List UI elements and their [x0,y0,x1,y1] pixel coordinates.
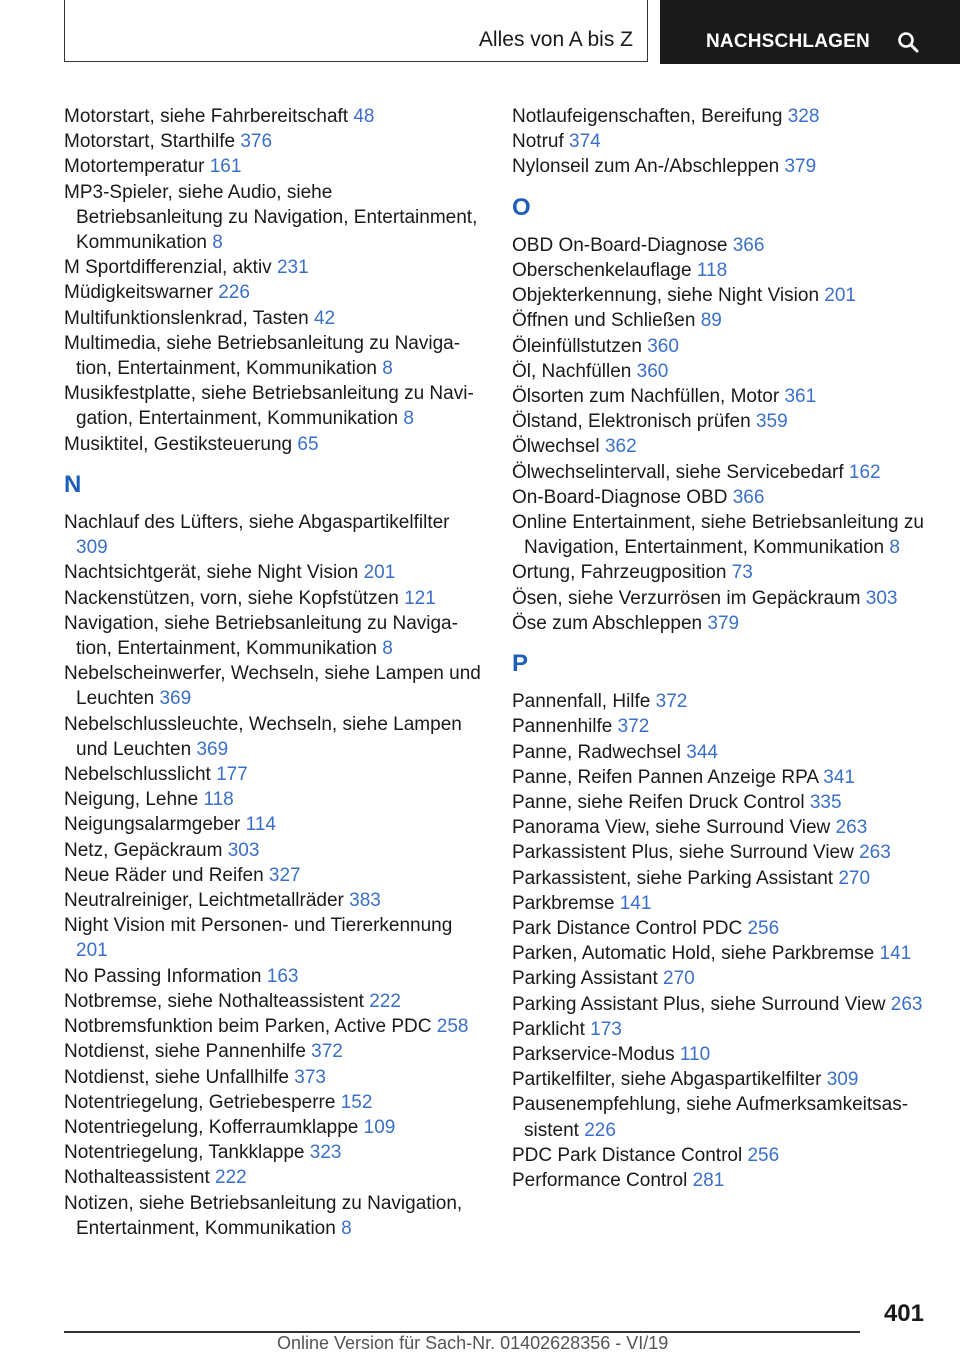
index-entry [64,1065,484,1090]
index-entry [64,104,484,129]
entry-text: Parkbremse [512,892,615,914]
index-entry [512,840,932,865]
entry-text: Motorstart, Starthilfe [64,131,236,153]
index-entry [512,233,932,258]
entry-text: No Passing Information [64,965,262,987]
page-link[interactable]: 263 [835,817,868,839]
entry-text: Panorama View, siehe Surround View [512,817,831,839]
page-link[interactable]: 8 [403,408,414,430]
entry-text: MP3-Spieler, siehe Audio, siehe Betriebsanleitung zu Navigation, Entertainment, Kommunikation [64,181,478,254]
page-link[interactable]: 109 [363,1116,396,1138]
entry-text: Notizen, siehe Betriebsanleitung zu Navigation, Entertainment, Kommunikation [64,1192,463,1239]
entry-text: Oberschenkelauflage [512,260,692,281]
entry-text: Parkassistent Plus, siehe Surround View [512,842,854,864]
entry-text: Neue Räder und Reifen [64,864,264,886]
page-link[interactable]: 359 [755,411,788,433]
entry-text: Notdienst, siehe Pannenhilfe [64,1041,306,1063]
entry-text: M Sportdifferenzial, aktiv [64,257,272,279]
page-link[interactable]: 201 [76,940,108,962]
index-entry [512,409,932,434]
page-link[interactable]: 303 [227,839,260,861]
index-entry [512,1017,932,1042]
page-link[interactable]: 141 [619,892,652,914]
page-link[interactable]: 327 [268,864,301,886]
entry-text: Parklicht [512,1018,585,1040]
index-entry [64,888,484,913]
entry-text: Panne, Radwechsel [512,741,681,763]
entry-text: Multimedia, siehe Betriebsanleitung zu Navigation, Entertainment, Kommunikation [64,332,461,380]
index-entry [512,1067,932,1092]
entry-text: Ölsorten zum Nachfüllen, Motor [512,386,780,408]
page-link[interactable]: 344 [686,741,718,763]
entry-text: On-Board-Diagnose OBD [512,486,728,508]
index-entry [64,1115,484,1140]
index-entry [64,129,484,154]
index-entry [64,586,484,611]
index-entry [64,1191,484,1241]
index-column-right [512,104,932,1193]
page-link[interactable]: 231 [276,257,309,279]
tab-nachschlagen[interactable] [660,0,960,64]
entry-text: Notdienst, siehe Unfallhilfe [64,1066,289,1088]
page-link[interactable]: 226 [584,1119,616,1141]
page-link[interactable]: 152 [340,1091,373,1113]
page-link[interactable]: 222 [369,990,401,1012]
entry-text: Ösen, siehe Verzurrösen im Gepäckraum [512,587,861,609]
index-entry [64,180,484,256]
index-entry [64,432,484,457]
page-link[interactable]: 362 [604,436,637,458]
entry-text: Müdigkeitswarner [64,282,213,304]
index-entry [512,384,932,409]
index-entry [512,154,932,179]
entry-text: Öleinfüllstutzen [512,335,642,357]
entry-text: PDC Park Distance Control [512,1144,743,1166]
tab-label: NACHSCHLAGEN [706,31,870,52]
entry-text: Pausenempfehlung, siehe Aufmerksamkeitsassistent [512,1094,909,1141]
page-link[interactable]: 373 [294,1066,326,1088]
section-title-box [64,0,648,62]
index-entry [64,1140,484,1165]
entry-text: Neutralreiniger, Leichtmetallräder [64,890,344,912]
index-entry [512,586,932,611]
entry-text: Nothalteassistent [64,1167,210,1189]
entry-text: Notlaufeigenschaften, Bereifung [512,106,783,127]
page-link[interactable]: 366 [732,234,765,256]
entry-text: Parkassistent, siehe Parking Assistant [512,867,834,889]
page-link[interactable]: 201 [824,285,856,307]
page-link[interactable]: 281 [692,1170,725,1192]
page-link[interactable]: 374 [569,131,601,153]
index-entry [512,815,932,840]
index-entry [64,331,484,381]
index-entry [512,891,932,916]
page-link[interactable]: 372 [655,691,688,713]
page-link[interactable]: 114 [245,814,276,836]
page-link[interactable]: 303 [865,587,898,609]
page-link[interactable]: 270 [663,968,695,990]
index-entry [64,913,484,963]
page-link[interactable]: 328 [787,106,820,127]
entry-text: Online Entertainment, siehe Betriebsanleitung zu Navigation, Entertainment, Kommunikation [512,512,924,559]
page-link[interactable]: 258 [436,1016,469,1038]
section-title: Alles von A bis Z [478,28,633,51]
page-number: 401 [883,1300,924,1327]
page-link[interactable]: 48 [353,106,375,127]
entry-text: Parken, Automatic Hold, siehe Parkbremse [512,943,875,965]
index-entry [512,308,932,333]
entry-text: Motorstart, siehe Fahrbereitschaft [64,106,349,127]
entry-text: Nebelscheinwerfer, Wechseln, siehe Lampen und Leuchten [64,663,481,710]
entry-text: Nachlauf des Lüfters, siehe Abgaspartikelfilter [64,512,450,534]
page-link[interactable]: 323 [309,1142,342,1164]
entry-text: Neigung, Lehne [64,789,199,811]
index-entry [512,765,932,790]
index-entry [512,434,932,459]
page-link[interactable]: 8 [889,537,900,559]
page-link[interactable]: 65 [297,433,319,455]
page-link[interactable]: 372 [311,1041,343,1063]
index-entry [512,510,932,560]
index-entry [512,866,932,891]
index-entry [64,560,484,585]
page-link[interactable]: 361 [784,386,817,408]
index-entry [64,838,484,863]
index-entry [64,1039,484,1064]
entry-text: Ölwechsel [512,436,600,458]
entry-text: Nachtsichtgerät, siehe Night Vision [64,562,359,584]
page-link[interactable]: 222 [215,1167,247,1189]
index-entry [64,1165,484,1190]
page-link[interactable]: 141 [879,943,912,965]
index-entry [64,989,484,1014]
index-entry [512,460,932,485]
index-entry [64,787,484,812]
index-entry [512,1143,932,1168]
index-entry [64,280,484,305]
index-column-left [64,104,484,1241]
page-link[interactable]: 383 [349,890,381,912]
entry-text: OBD On-Board-Diagnose [512,234,728,256]
page-link[interactable]: 369 [196,738,229,760]
page-link[interactable]: 360 [636,360,669,382]
entry-text: Netz, Gepäckraum [64,839,223,861]
index-entry [512,611,932,636]
page-link[interactable]: 177 [216,764,248,786]
entry-text: Nebelschlussleuchte, Wechseln, siehe Lampen und Leuchten [64,713,462,760]
page-link[interactable]: 256 [747,1144,780,1166]
page-link[interactable]: 309 [826,1069,859,1091]
page-link[interactable]: 118 [203,789,234,811]
entry-text: Pannenfall, Hilfe [512,691,651,713]
index-entry [512,258,932,283]
index-entry [512,359,932,384]
index-entry [512,714,932,739]
page-link[interactable]: 226 [218,282,250,304]
entry-text: Partikelfilter, siehe Abgaspartikelfilter [512,1069,822,1091]
index-entry [512,740,932,765]
entry-text: Neigungsalarmgeber [64,814,241,836]
page-link[interactable]: 366 [732,486,765,508]
index-entry [512,1168,932,1193]
page-header [0,0,960,66]
entry-text: Parking Assistant [512,968,658,990]
page-link[interactable]: 369 [159,688,192,710]
index-entry [64,1014,484,1039]
page-link[interactable]: 263 [890,993,923,1015]
page-link[interactable]: 8 [212,232,223,254]
page-link[interactable]: 42 [313,307,336,329]
index-entry [512,689,932,714]
entry-text: Navigation, siehe Betriebsanleitung zu Navigation, Entertainment, Kommunikation [64,612,458,660]
entry-text: Multifunktionslenkrad, Tasten [64,307,309,329]
index-entry [64,306,484,331]
entry-text: Parking Assistant Plus, siehe Surround View [512,993,886,1015]
entry-text: Panne, Reifen Pannen Anzeige RPA [512,766,818,788]
entry-text: Notbremsfunktion beim Parken, Active PDC [64,1016,432,1038]
page-link[interactable]: 379 [784,156,817,178]
entry-text: Notruf [512,131,564,153]
page-link[interactable]: 8 [341,1217,352,1239]
page-link[interactable]: 89 [700,310,722,332]
index-entry [512,283,932,308]
entry-text: Nebelschlusslicht [64,764,211,786]
entry-text: Panne, siehe Reifen Druck Control [512,792,805,814]
page-link[interactable]: 270 [838,867,871,889]
index-entry [64,154,484,179]
entry-text: Ortung, Fahrzeugposition [512,562,727,584]
entry-text: Notentriegelung, Kofferraumklappe [64,1116,359,1138]
page-link[interactable]: 201 [363,562,396,584]
page-link[interactable]: 118 [696,260,728,281]
page-link[interactable]: 8 [382,358,393,380]
index-entry [512,992,932,1017]
entry-text: Nylonseil zum An-/Abschleppen [512,156,780,178]
page-link[interactable]: 73 [731,562,753,584]
page-link[interactable]: 173 [590,1018,622,1040]
index-entry [64,1090,484,1115]
index-entry [64,510,484,560]
index-entry [64,611,484,661]
entry-text: Ölstand, Elektronisch prüfen [512,411,751,433]
entry-text: Motortemperatur [64,156,205,178]
index-entry [64,964,484,989]
letter-heading: N [64,470,82,498]
entry-text: Musikfestplatte, siehe Betriebsanleitung zu Navigation, Entertainment, Kommunikation [64,383,474,430]
entry-text: Öl, Nachfüllen [512,360,632,382]
index-entry [512,104,932,129]
entry-text: Notbremse, siehe Nothalteassistent [64,990,364,1012]
index-entry [512,1092,932,1142]
entry-text: Musiktitel, Gestiksteuerung [64,433,293,455]
index-entry [512,790,932,815]
index-entry [64,712,484,762]
online-version-note: Online Version für Sach-Nr. 01402628356 - VI/19 [277,1333,669,1353]
index-entry [512,941,932,966]
index-entry [512,485,932,510]
index-entry [64,812,484,837]
entry-text: Parkservice-Modus [512,1044,675,1066]
page-link[interactable]: 110 [679,1044,711,1066]
index-entry [64,255,484,280]
page-link[interactable]: 263 [859,842,891,864]
page-link[interactable]: 372 [617,716,650,738]
index-entry [512,916,932,941]
index-entry [512,334,932,359]
entry-text: Pannenhilfe [512,716,613,738]
entry-text: Ölwechselintervall, siehe Servicebedarf [512,461,844,483]
page-link[interactable]: 162 [848,461,881,483]
index-entry [512,966,932,991]
entry-text: Notentriegelung, Getriebesperre [64,1091,336,1113]
entry-text: Park Distance Control PDC [512,918,743,940]
page-link[interactable]: 309 [76,537,108,559]
letter-heading: O [512,193,531,221]
page-link[interactable]: 335 [809,792,842,814]
entry-text: Öse zum Abschleppen [512,612,703,634]
page-link[interactable]: 8 [382,638,393,660]
page-link[interactable]: 360 [647,335,679,357]
letter-heading: P [512,650,529,678]
page-link[interactable]: 161 [209,156,242,178]
index-entry [512,560,932,585]
entry-text: Öffnen und Schließen [512,310,696,332]
entry-text: Night Vision mit Personen- und Tiererkennung [64,915,453,937]
entry-text: Notentriegelung, Tankklappe [64,1142,305,1164]
index-entry [64,863,484,888]
index-entry [512,1042,932,1067]
index-entry [512,129,932,154]
page-link[interactable]: 341 [823,766,855,788]
index-entry [64,661,484,711]
page-link[interactable]: 376 [240,131,273,153]
page-link[interactable]: 121 [404,587,436,609]
entry-text: Objekterkennung, siehe Night Vision [512,285,820,307]
entry-text: Performance Control [512,1170,688,1192]
entry-text: Nackenstützen, vorn, siehe Kopfstützen [64,587,399,609]
index-entry [64,381,484,431]
page-link[interactable]: 379 [707,612,740,634]
search-icon [897,31,919,53]
index-entry [64,762,484,787]
page-link[interactable]: 256 [747,918,780,940]
page-link[interactable]: 163 [266,965,299,987]
